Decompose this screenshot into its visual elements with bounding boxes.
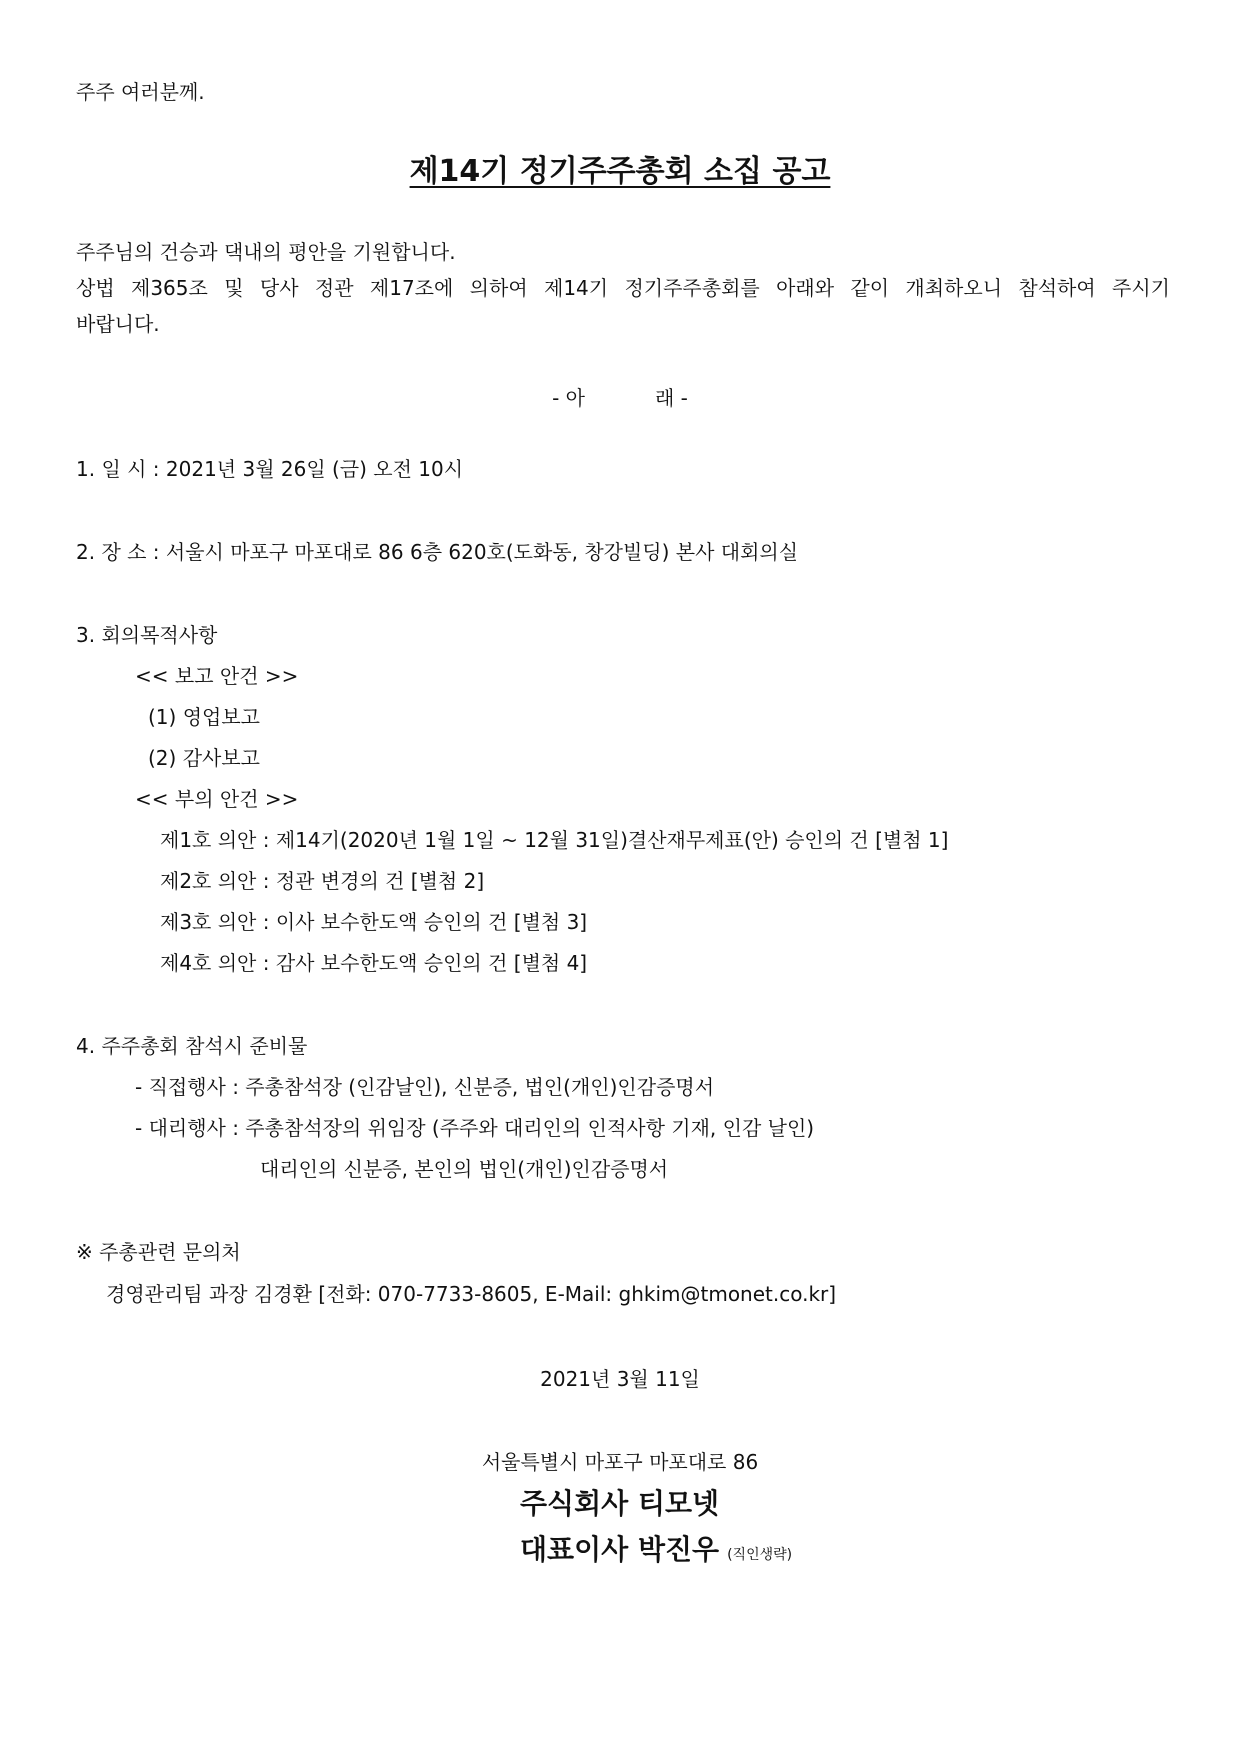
company-name: 주식회사 티모넷 xyxy=(520,1487,720,1520)
below-heading-left: - 아 xyxy=(552,386,585,410)
intro-line-3: 바랍니다. xyxy=(76,312,160,336)
preparation-proxy-1: - 대리행사 : 주총참석장의 위임장 (주주와 대리인의 인적사항 기재, 인감 날인) xyxy=(135,1116,815,1140)
report-item-1: (1) 영업보고 xyxy=(148,705,260,729)
below-heading xyxy=(0,384,1240,412)
contact-heading: ※ 주총관련 문의처 xyxy=(76,1240,241,1264)
company-address: 서울특별시 마포구 마포대로 86 xyxy=(481,1450,759,1474)
preparation-heading: 4. 주주총회 참석시 준비물 xyxy=(76,1034,308,1058)
resolution-item-4: 제4호 의안 : 감사 보수한도액 승인의 건 [별첨 4] xyxy=(160,951,588,975)
below-heading-right: 래 - xyxy=(655,386,688,410)
contact-detail: 경영관리팀 과장 김경환 [전화: 070-7733-8605, E-Mail: ghkim@tmonet.co.kr] xyxy=(106,1282,837,1306)
notice-date: 2021년 3월 11일 xyxy=(540,1367,700,1391)
preparation-direct: - 직접행사 : 주총참석장 (인감날인), 신분증, 법인(개인)인감증명서 xyxy=(135,1075,715,1099)
meeting-datetime: 1. 일 시 : 2021년 3월 26일 (금) 오전 10시 xyxy=(76,457,464,481)
representative-name: 대표이사 박진우 xyxy=(520,1533,720,1566)
preparation-proxy-2: 대리인의 신분증, 본인의 법인(개인)인감증명서 xyxy=(260,1157,669,1181)
representative-line xyxy=(520,1532,792,1573)
greeting: 주주 여러분께. xyxy=(76,80,205,104)
meeting-place: 2. 장 소 : 서울시 마포구 마포대로 86 6층 620호(도화동, 창강빌딩) 본사 대회의실 xyxy=(76,540,799,564)
agenda-heading: 3. 회의목적사항 xyxy=(76,623,218,647)
resolution-item-1: 제1호 의안 : 제14기(2020년 1월 1일 ~ 12월 31일)결산재무제표(안) 승인의 건 [별첨 1] xyxy=(160,828,949,852)
document-title xyxy=(0,152,1240,192)
report-agenda-heading: << 보고 안건 >> xyxy=(135,664,299,688)
intro-line-2: 상법 제365조 및 당사 정관 제17조에 의하여 제14기 정기주주총회를 아래와 같이 개최하오니 참석하여 주시기 xyxy=(76,276,1170,300)
seal-omitted-note: (직인생략) xyxy=(727,1547,793,1563)
report-item-2: (2) 감사보고 xyxy=(148,746,260,770)
resolution-item-3: 제3호 의안 : 이사 보수한도액 승인의 건 [별첨 3] xyxy=(160,910,588,934)
resolution-agenda-heading: << 부의 안건 >> xyxy=(135,787,299,811)
intro-line-1: 주주님의 건승과 댁내의 평안을 기원합니다. xyxy=(76,240,456,264)
resolution-item-2: 제2호 의안 : 정관 변경의 건 [별첨 2] xyxy=(160,869,485,893)
document-title-text: 제14기 정기주주총회 소집 공고 xyxy=(409,154,831,189)
